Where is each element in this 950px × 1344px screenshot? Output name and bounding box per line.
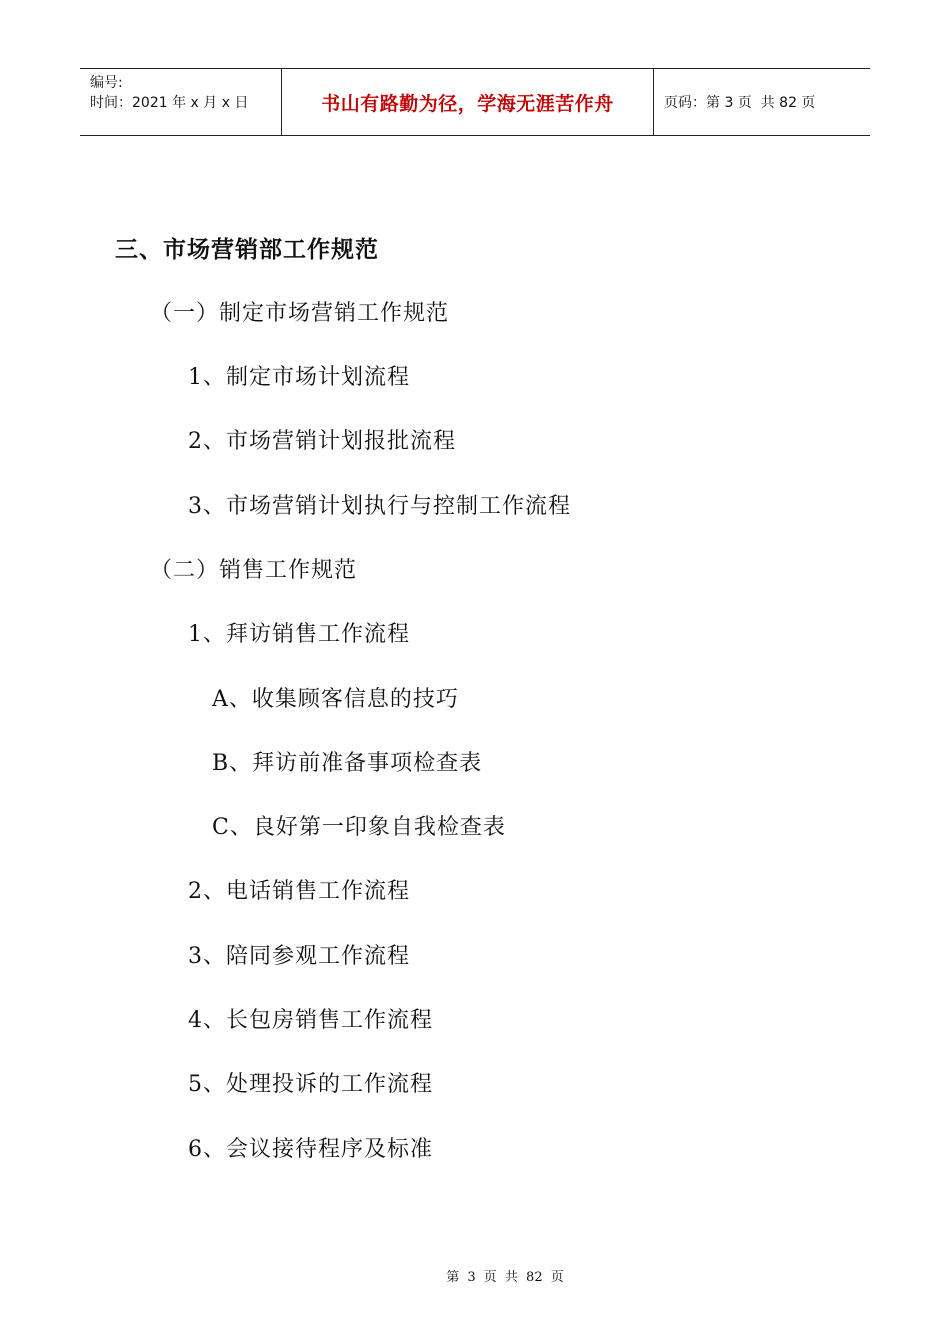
page-header [80, 68, 870, 136]
outline-subitem: C、良好第一印象自我检查表 [212, 815, 506, 840]
outline-subitem: A、收集顾客信息的技巧 [212, 687, 459, 712]
part-title-1: （一）制定市场营销工作规范 [150, 301, 450, 326]
outline-item: 2、电话销售工作流程 [188, 879, 410, 904]
outline-subitem: B、拜访前准备事项检查表 [212, 751, 483, 776]
outline-item: 6、会议接待程序及标准 [188, 1137, 433, 1162]
outline-item: 3、陪同参观工作流程 [188, 944, 410, 969]
outline-item: 3、市场营销计划执行与控制工作流程 [188, 494, 571, 519]
outline-item: 5、处理投诉的工作流程 [188, 1072, 433, 1097]
header-motto: 书山有路勤为径，学海无涯苦作舟 [321, 92, 614, 115]
outline-item: 1、拜访销售工作流程 [188, 622, 410, 647]
outline-item: 4、长包房销售工作流程 [188, 1008, 433, 1033]
outline-item: 2、市场营销计划报批流程 [188, 429, 456, 454]
header-page-info: 页码：第 3 页 共 82 页 [664, 95, 816, 111]
part-title-2: （二）销售工作规范 [150, 558, 358, 583]
document-number-label: 编号: [90, 75, 123, 91]
document-date: 时间：2021 年 x 月 x 日 [90, 95, 249, 111]
header-page-cell [654, 69, 870, 135]
section-title: 三、市场营销部工作规范 [115, 237, 379, 263]
header-motto-cell [282, 69, 654, 135]
outline-item: 1、制定市场计划流程 [188, 365, 410, 390]
page-footer: 第 3 页 共 82 页 [446, 1270, 564, 1285]
header-meta-cell [80, 69, 282, 135]
